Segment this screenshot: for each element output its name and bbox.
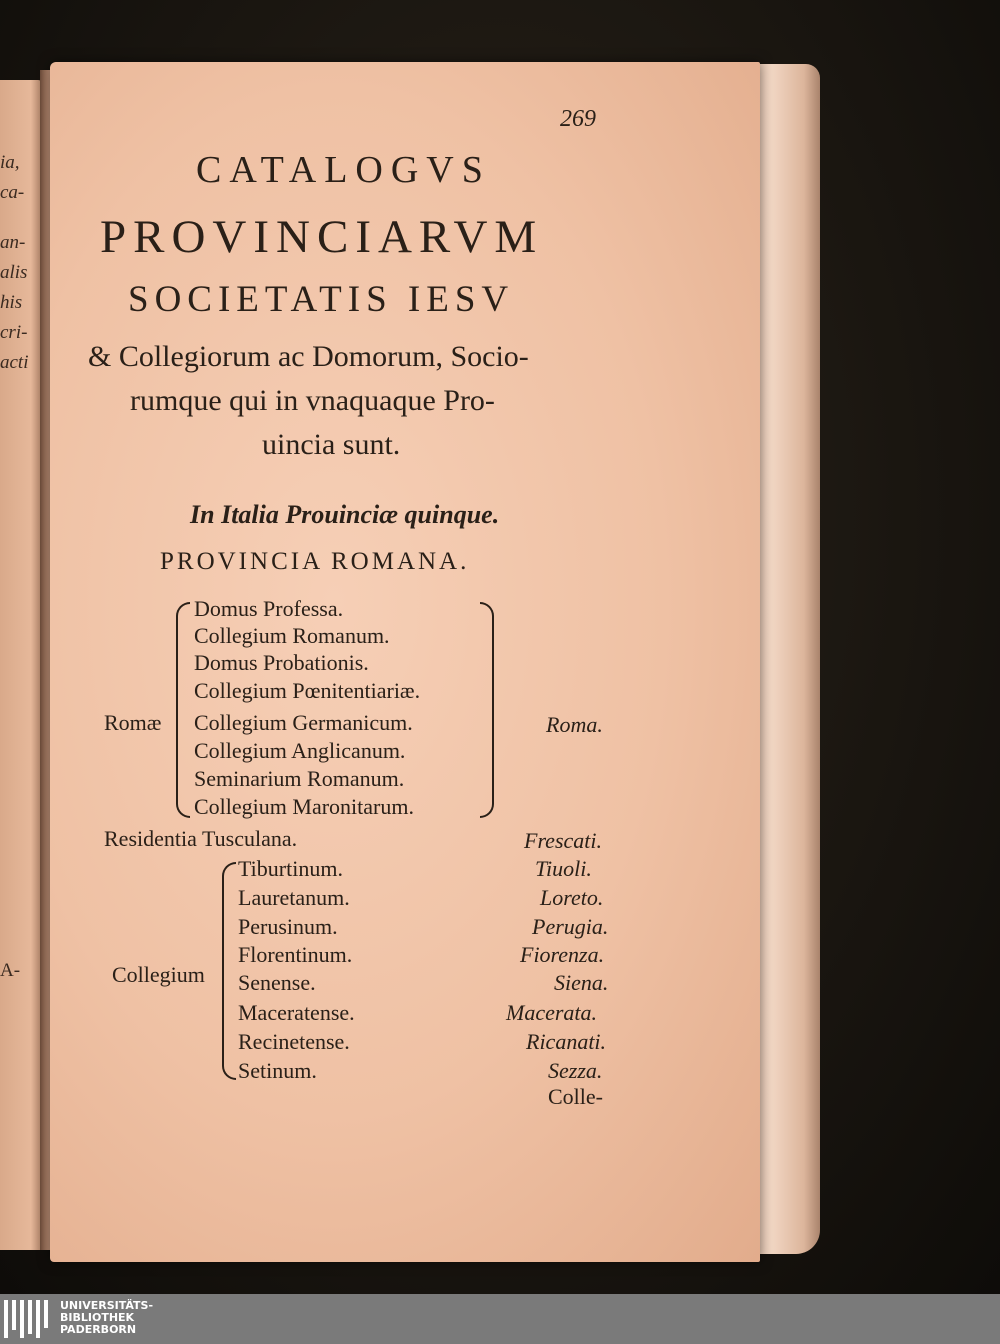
logo-line: BIBLIOTHEK	[60, 1311, 135, 1324]
subtitle-line: rumque qui in vnaquaque Pro-	[130, 384, 495, 417]
subtitle-line: & Collegiorum ac Domorum, Socio-	[88, 340, 529, 373]
residence-name: Residentia Tusculana.	[104, 826, 298, 851]
roma-left-label: Romæ	[104, 710, 162, 735]
left-page-fragment: acti	[0, 352, 29, 373]
roma-item: Collegium Germanicum.	[194, 710, 413, 735]
collegium-item: Recinetense.	[238, 1029, 350, 1054]
library-logo-text	[60, 1300, 153, 1336]
logo-line: UNIVERSITÄTS-	[60, 1299, 154, 1312]
collegium-place: Perugia.	[532, 914, 609, 939]
title-line-1: CATALOGVS	[196, 149, 491, 191]
collegium-place: Fiorenza.	[520, 942, 605, 967]
left-page-fragment: alis	[0, 262, 28, 283]
title-line-3: SOCIETATIS IESV	[128, 279, 515, 320]
roma-right-label: Roma.	[546, 712, 603, 737]
collegium-item: Senense.	[238, 970, 316, 995]
collegium-place: Macerata.	[506, 1000, 598, 1025]
left-page-fragment: ca-	[0, 182, 25, 203]
roma-item: Collegium Maronitarum.	[194, 794, 414, 819]
collegium-place: Tiuoli.	[535, 856, 592, 881]
subtitle-line: uincia sunt.	[262, 428, 401, 461]
collegium-place: Siena.	[554, 970, 609, 995]
left-page-fragment: his	[0, 292, 23, 313]
library-footer	[0, 1294, 1000, 1344]
residence-place: Frescati.	[524, 828, 602, 853]
page-number: 269	[560, 106, 596, 132]
collegium-item: Tiburtinum.	[238, 856, 343, 881]
collegium-left-label: Collegium	[112, 962, 205, 987]
roma-item: Collegium Anglicanum.	[194, 738, 406, 763]
roma-item: Domus Professa.	[194, 596, 344, 621]
collegium-item: Maceratense.	[238, 1000, 355, 1025]
collegium-place: Ricanati.	[526, 1029, 607, 1054]
roma-item: Collegium Romanum.	[194, 623, 390, 648]
collegium-item: Lauretanum.	[238, 885, 350, 910]
roma-item: Seminarium Romanum.	[194, 766, 405, 791]
right-brace	[480, 602, 494, 818]
collegium-item: Setinum.	[238, 1058, 317, 1083]
left-page	[0, 80, 44, 1250]
left-page-fragment: ia,	[0, 152, 20, 173]
collegium-place: Sezza.	[548, 1058, 603, 1083]
catchword: Colle-	[548, 1084, 603, 1109]
left-page-fragment: an-	[0, 232, 26, 253]
left-page-fragment: A-	[0, 960, 21, 981]
collegium-item: Florentinum.	[238, 942, 353, 967]
left-brace	[176, 602, 190, 818]
section-heading: In Italia Prouinciæ quinque.	[190, 500, 500, 529]
roma-item: Domus Probationis.	[194, 650, 369, 675]
title-line-2: PROVINCIARVM	[100, 211, 544, 263]
collegium-place: Loreto.	[540, 885, 604, 910]
left-page-fragment: cri-	[0, 322, 28, 343]
roma-item: Collegium Pœnitentiariæ.	[194, 678, 421, 703]
collegium-item: Perusinum.	[238, 914, 338, 939]
province-heading: PROVINCIA ROMANA.	[160, 548, 470, 575]
collegium-brace	[222, 862, 236, 1080]
logo-line: PADERBORN	[60, 1323, 137, 1336]
